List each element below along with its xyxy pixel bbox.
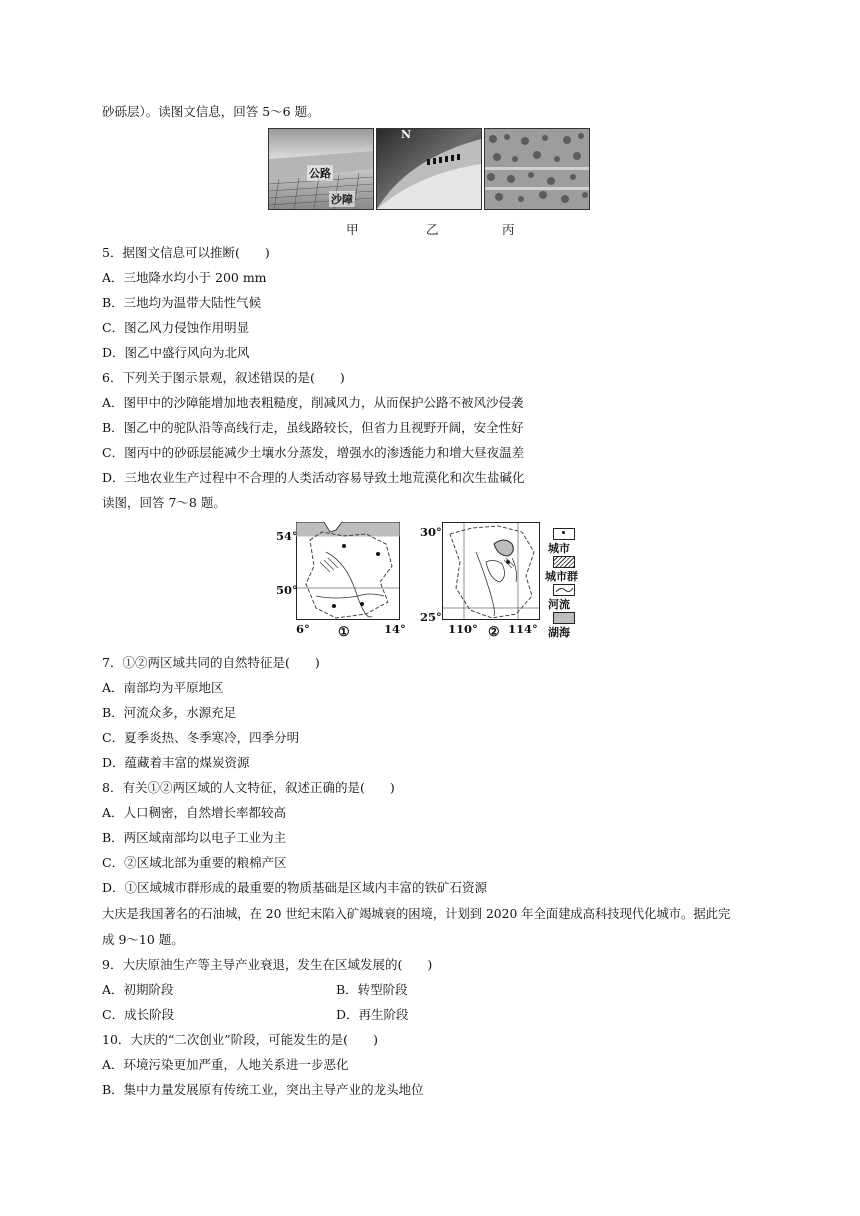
q7-option-b: B．河流众多，水源充足 xyxy=(102,705,237,720)
map2-lat-top: 30° xyxy=(420,525,442,539)
q8-stem: 8．有关①②两区域的人文特征，叙述正确的是( ) xyxy=(102,780,395,795)
caption-bing: 丙 xyxy=(502,222,515,237)
q5-option-d: D．图乙中盛行风向为北风 xyxy=(102,345,250,360)
q6-option-d: D．三地农业生产过程中不合理的人类活动容易导致土地荒漠化和次生盐碱化 xyxy=(102,470,525,485)
caption-yi: 乙 xyxy=(426,222,439,237)
q10-stem: 10．大庆的“二次创业”阶段，可能发生的是( ) xyxy=(102,1032,378,1047)
map-1 xyxy=(296,522,400,620)
caption-jia: 甲 xyxy=(346,222,359,237)
q10-option-b: B．集中力量发展原有传统工业，突出主导产业的龙头地位 xyxy=(102,1082,424,1097)
q6-option-b: B．图乙中的驼队沿等高线行走，虽线路较长，但省力且视野开阔，安全性好 xyxy=(102,420,524,435)
map2-lon-right: 114° xyxy=(508,622,538,636)
legend-city-icon xyxy=(553,528,575,540)
photo-bing-image xyxy=(485,129,589,209)
legend-city-label: 城市 xyxy=(548,542,570,555)
map2-lat-bottom: 25° xyxy=(420,610,442,624)
q7-stem: 7．①②两区域共同的自然特征是( ) xyxy=(102,655,320,670)
legend-river-label: 河流 xyxy=(548,598,570,611)
intro-text: 砂砾层）。读图文信息，回答 5～6 题。 xyxy=(102,104,320,119)
map1-lon-left: 6° xyxy=(296,622,310,636)
q9-option-a: A．初期阶段 xyxy=(102,982,174,997)
legend-lake-sea-label: 湖海 xyxy=(548,626,570,639)
photo-jia xyxy=(268,128,374,210)
legend-river-icon xyxy=(553,584,575,596)
intro-q7-8: 读图，回答 7～8 题。 xyxy=(102,495,226,510)
intro-q9-10-line1: 大庆是我国著名的石油城，在 20 世纪末陷入矿竭城衰的困境，计划到 2020 年全面建成高科技现代化城市。据此完 xyxy=(102,907,731,921)
q6-stem: 6．下列关于图示景观，叙述错误的是( ) xyxy=(102,370,345,385)
road-label: 公路 xyxy=(309,167,331,180)
q5-option-b: B．三地均为温带大陆性气候 xyxy=(102,295,262,310)
map1-lat-top: 54° xyxy=(276,529,298,543)
q9-stem: 9．大庆原油生产等主导产业衰退，发生在区域发展的( ) xyxy=(102,957,433,972)
map1-lat-bottom: 50° xyxy=(276,583,298,597)
photo-bing xyxy=(484,128,590,210)
q10-option-a: A．环境污染更加严重，人地关系进一步恶化 xyxy=(102,1057,349,1072)
legend-lake-sea-icon xyxy=(553,612,575,624)
photo-yi xyxy=(376,128,482,210)
map2-lon-left: 110° xyxy=(448,622,478,636)
north-arrow-icon: N xyxy=(401,128,412,141)
q5-stem: 5．据图文信息可以推断( ) xyxy=(102,245,270,260)
q7-option-a: A．南部均为平原地区 xyxy=(102,680,224,695)
q8-option-d: D．①区域城市群形成的最重要的物质基础是区域内丰富的铁矿石资源 xyxy=(102,880,488,895)
legend-city-cluster-icon xyxy=(553,556,575,568)
map2-number: ② xyxy=(488,625,500,640)
map1-lon-right: 14° xyxy=(384,622,406,636)
q7-option-d: D．蕴藏着丰富的煤炭资源 xyxy=(102,755,250,770)
photo-yi-image xyxy=(377,129,481,209)
map1-number: ① xyxy=(338,625,350,640)
q9-option-b: B．转型阶段 xyxy=(336,982,408,997)
q9-option-c: C．成长阶段 xyxy=(102,1007,175,1022)
q9-option-d: D．再生阶段 xyxy=(336,1007,409,1022)
q8-option-a: A．人口稠密，自然增长率都较高 xyxy=(102,805,287,820)
q6-option-c: C．图丙中的砂砾层能减少土壤水分蒸发，增强水的渗透能力和增大昼夜温差 xyxy=(102,445,525,460)
map-2 xyxy=(442,522,540,620)
q5-option-a: A．三地降水均小于 200 mm xyxy=(102,270,267,285)
intro-q9-10-line2: 成 9～10 题。 xyxy=(102,932,184,947)
q8-option-b: B．两区域南部均以电子工业为主 xyxy=(102,830,287,845)
q5-option-c: C．图乙风力侵蚀作用明显 xyxy=(102,320,250,335)
q7-option-c: C．夏季炎热、冬季寒冷，四季分明 xyxy=(102,730,300,745)
q6-option-a: A．图甲中的沙障能增加地表粗糙度，削减风力，从而保护公路不被风沙侵袭 xyxy=(102,395,524,410)
legend-city-cluster-label: 城市群 xyxy=(545,570,578,583)
q8-option-c: C．②区域北部为重要的粮棉产区 xyxy=(102,855,287,870)
sand-barrier-label: 沙障 xyxy=(331,193,353,206)
